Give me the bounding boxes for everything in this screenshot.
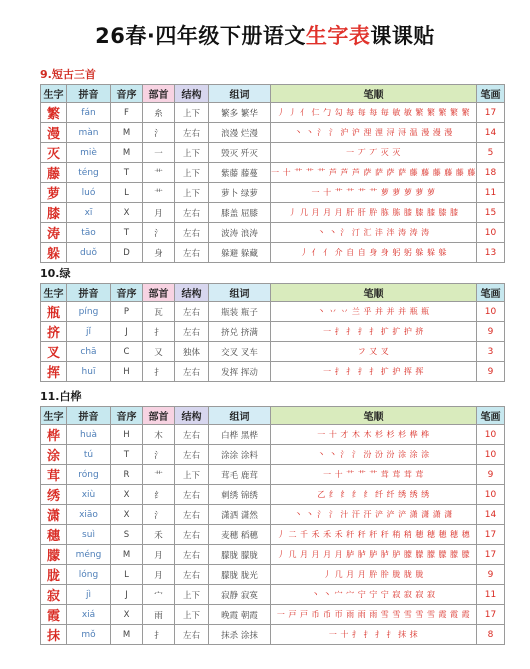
- cell-character: 寂: [41, 585, 67, 605]
- cell-character: 霞: [41, 605, 67, 625]
- cell-bishun: 一 十 扌 扌 扌 扌 抹 抹: [271, 625, 477, 645]
- cell-jiegou: 左右: [175, 123, 209, 143]
- header-bushou: 部首: [143, 85, 175, 103]
- cell-bishun: 一 十 艹 艹 艹 茸 茸 茸 茸: [271, 465, 477, 485]
- cell-yinxu: T: [111, 445, 143, 465]
- cell-bishun: 丿 几 月 月 月 肝 肝 肸 胨 胨 膝 膝 膝 膝 膝: [271, 203, 477, 223]
- cell-pinyin: téng: [67, 163, 111, 183]
- table-header-row: [41, 85, 505, 103]
- cell-yinxu: F: [111, 103, 143, 123]
- cell-zuci: 毁灭 歼灭: [209, 143, 271, 163]
- header-jiegou: 结构: [175, 407, 209, 425]
- cell-bushou: 糸: [143, 103, 175, 123]
- cell-yinxu: M: [111, 143, 143, 163]
- table-row: [41, 103, 505, 123]
- cell-bihua: 10: [477, 425, 505, 445]
- cell-bihua: 5: [477, 143, 505, 163]
- cell-bishun: 丶 丶 宀 宀 宁 宁 宁 寂 寂 寂 寂: [271, 585, 477, 605]
- cell-zuci: 膝盖 屈膝: [209, 203, 271, 223]
- cell-zuci: 交叉 叉车: [209, 342, 271, 362]
- table-row: [41, 123, 505, 143]
- cell-character: 涂: [41, 445, 67, 465]
- cell-yinxu: J: [111, 322, 143, 342]
- cell-bushou: 氵: [143, 505, 175, 525]
- cell-bihua: 15: [477, 203, 505, 223]
- cell-bihua: 8: [477, 625, 505, 645]
- page-title-main: 26春·四年级下册语文: [95, 24, 306, 48]
- cell-pinyin: jì: [67, 585, 111, 605]
- cell-pinyin: xiāo: [67, 505, 111, 525]
- cell-bihua: 17: [477, 545, 505, 565]
- cell-pinyin: fán: [67, 103, 111, 123]
- cell-bushou: 身: [143, 243, 175, 263]
- cell-pinyin: jǐ: [67, 322, 111, 342]
- cell-zuci: 瓶装 瓶子: [209, 302, 271, 322]
- cell-zuci: 波涛 浪涛: [209, 223, 271, 243]
- cell-jiegou: 左右: [175, 505, 209, 525]
- header-bushou: 部首: [143, 407, 175, 425]
- cell-bushou: 木: [143, 425, 175, 445]
- cell-bushou: 月: [143, 545, 175, 565]
- cell-jiegou: 左右: [175, 425, 209, 445]
- cell-pinyin: xiá: [67, 605, 111, 625]
- cell-bihua: 9: [477, 565, 505, 585]
- cell-jiegou: 左右: [175, 322, 209, 342]
- cell-jiegou: 左右: [175, 362, 209, 382]
- cell-jiegou: 左右: [175, 302, 209, 322]
- cell-yinxu: H: [111, 425, 143, 445]
- cell-jiegou: 左右: [175, 625, 209, 645]
- cell-yinxu: T: [111, 223, 143, 243]
- table-row: [41, 465, 505, 485]
- cell-yinxu: L: [111, 183, 143, 203]
- cell-character: 漫: [41, 123, 67, 143]
- header-jiegou: 结构: [175, 85, 209, 103]
- cell-zuci: 紫藤 藤蔓: [209, 163, 271, 183]
- cell-character: 挤: [41, 322, 67, 342]
- cell-bushou: 月: [143, 203, 175, 223]
- cell-character: 躲: [41, 243, 67, 263]
- cell-bishun: 一 十 艹 艹 艹 芦 芦 芦 萨 萨 萨 萨 藤 藤 藤 藤 藤 藤: [271, 163, 477, 183]
- cell-character: 瓶: [41, 302, 67, 322]
- header-bushou: 部首: [143, 284, 175, 302]
- cell-zuci: 发挥 挥动: [209, 362, 271, 382]
- cell-jiegou: 上下: [175, 465, 209, 485]
- cell-bihua: 14: [477, 505, 505, 525]
- cell-character: 繁: [41, 103, 67, 123]
- cell-bihua: 17: [477, 103, 505, 123]
- cell-zuci: 挤兑 挤满: [209, 322, 271, 342]
- cell-character: 涛: [41, 223, 67, 243]
- cell-bushou: 氵: [143, 223, 175, 243]
- cell-character: 胧: [41, 565, 67, 585]
- table-row: [41, 505, 505, 525]
- cell-zuci: 茸毛 鹿茸: [209, 465, 271, 485]
- cell-jiegou: 左右: [175, 203, 209, 223]
- header-bishun: 笔顺: [271, 85, 477, 103]
- table-row: [41, 143, 505, 163]
- page-title: [0, 20, 530, 50]
- table-row: [41, 243, 505, 263]
- cell-jiegou: 左右: [175, 485, 209, 505]
- cell-zuci: 萝卜 绿萝: [209, 183, 271, 203]
- cell-pinyin: màn: [67, 123, 111, 143]
- cell-character: 茸: [41, 465, 67, 485]
- cell-zuci: 刺绣 锦绣: [209, 485, 271, 505]
- cell-character: 叉: [41, 342, 67, 362]
- cell-yinxu: D: [111, 243, 143, 263]
- cell-character: 萝: [41, 183, 67, 203]
- header-zi: 生字: [41, 85, 67, 103]
- cell-bushou: 艹: [143, 465, 175, 485]
- header-jiegou: 结构: [175, 284, 209, 302]
- cell-yinxu: L: [111, 565, 143, 585]
- cell-bishun: フ 又 叉: [271, 342, 477, 362]
- cell-yinxu: P: [111, 302, 143, 322]
- table-row: [41, 605, 505, 625]
- cell-character: 藤: [41, 163, 67, 183]
- header-bihua: 笔画: [477, 407, 505, 425]
- cell-bushou: 宀: [143, 585, 175, 605]
- word-table-section-3: [40, 406, 505, 645]
- cell-yinxu: M: [111, 123, 143, 143]
- cell-pinyin: duǒ: [67, 243, 111, 263]
- cell-bushou: 雨: [143, 605, 175, 625]
- cell-zuci: 繁多 繁华: [209, 103, 271, 123]
- cell-character: 穗: [41, 525, 67, 545]
- cell-bushou: 艹: [143, 163, 175, 183]
- header-pinyin: 拼音: [67, 85, 111, 103]
- table-row: [41, 565, 505, 585]
- cell-character: 抹: [41, 625, 67, 645]
- cell-bushou: 艹: [143, 183, 175, 203]
- cell-yinxu: X: [111, 203, 143, 223]
- cell-pinyin: píng: [67, 302, 111, 322]
- cell-bishun: 丶 丶 氵 氵 汁 汗 汗 浐 浐 浐 潇 潇 潇 潇: [271, 505, 477, 525]
- cell-bushou: 纟: [143, 485, 175, 505]
- cell-jiegou: 左右: [175, 565, 209, 585]
- cell-yinxu: X: [111, 505, 143, 525]
- header-zi: 生字: [41, 407, 67, 425]
- cell-bihua: 17: [477, 605, 505, 625]
- cell-zuci: 寂静 寂寞: [209, 585, 271, 605]
- section-title-1: 9.短古三首: [40, 68, 96, 81]
- cell-yinxu: R: [111, 465, 143, 485]
- cell-bishun: 一 戸 戸 币 币 帀 雨 雨 雨 雪 雪 雪 雪 雪 霞 霞 霞: [271, 605, 477, 625]
- cell-jiegou: 上下: [175, 103, 209, 123]
- cell-zuci: 涂涂 涂料: [209, 445, 271, 465]
- cell-bihua: 9: [477, 362, 505, 382]
- cell-bushou: 禾: [143, 525, 175, 545]
- cell-bushou: 一: [143, 143, 175, 163]
- cell-pinyin: méng: [67, 545, 111, 565]
- table-row: [41, 183, 505, 203]
- cell-yinxu: C: [111, 342, 143, 362]
- table-row: [41, 585, 505, 605]
- cell-jiegou: 左右: [175, 223, 209, 243]
- header-yinxu: 音序: [111, 85, 143, 103]
- table-header-row: [41, 284, 505, 302]
- table-row: [41, 203, 505, 223]
- word-table-section-1: [40, 84, 505, 263]
- cell-character: 挥: [41, 362, 67, 382]
- table-row: [41, 445, 505, 465]
- table-row: [41, 342, 505, 362]
- table-row: [41, 302, 505, 322]
- cell-bishun: 丿 几 月 月 月 月 胪 胪 胪 胪 胪 朦 朦 朦 朦 朦 朦: [271, 545, 477, 565]
- cell-bishun: 丶 丶 氵 汀 汇 沣 泮 涛 涛 涛: [271, 223, 477, 243]
- cell-character: 灭: [41, 143, 67, 163]
- header-yinxu: 音序: [111, 407, 143, 425]
- cell-yinxu: J: [111, 585, 143, 605]
- cell-bihua: 14: [477, 123, 505, 143]
- cell-bihua: 9: [477, 322, 505, 342]
- cell-bishun: 丿 几 月 月 肸 肸 胧 胧 胧: [271, 565, 477, 585]
- cell-bihua: 18: [477, 163, 505, 183]
- cell-bushou: 氵: [143, 445, 175, 465]
- table-header-row: [41, 407, 505, 425]
- cell-bihua: 11: [477, 585, 505, 605]
- table-row: [41, 525, 505, 545]
- cell-pinyin: huī: [67, 362, 111, 382]
- cell-bishun: 丿 二 千 禾 禾 禾 秆 秆 秆 秆 稍 稍 穂 穂 穂 穂 穗: [271, 525, 477, 545]
- cell-jiegou: 左右: [175, 445, 209, 465]
- cell-jiegou: 上下: [175, 585, 209, 605]
- cell-bishun: 丿 亻 亻 介 自 自 身 身 躬 躬 躲 躲 躲: [271, 243, 477, 263]
- header-bishun: 笔顺: [271, 407, 477, 425]
- table-row: [41, 485, 505, 505]
- cell-zuci: 朦胧 朦胧: [209, 545, 271, 565]
- header-yinxu: 音序: [111, 284, 143, 302]
- cell-bishun: 一 十 才 木 木 杉 杉 杉 桦 桦: [271, 425, 477, 445]
- cell-bushou: 又: [143, 342, 175, 362]
- cell-pinyin: xiù: [67, 485, 111, 505]
- cell-jiegou: 左右: [175, 243, 209, 263]
- cell-bushou: 扌: [143, 625, 175, 645]
- cell-yinxu: X: [111, 485, 143, 505]
- cell-pinyin: huà: [67, 425, 111, 445]
- cell-bushou: 扌: [143, 322, 175, 342]
- cell-jiegou: 上下: [175, 143, 209, 163]
- cell-bishun: 丶 丷 丷 兰 乎 并 并 并 瓶 瓶: [271, 302, 477, 322]
- cell-character: 绣: [41, 485, 67, 505]
- cell-jiegou: 独体: [175, 342, 209, 362]
- cell-character: 潇: [41, 505, 67, 525]
- cell-yinxu: X: [111, 605, 143, 625]
- cell-jiegou: 左右: [175, 545, 209, 565]
- word-table-section-2: [40, 283, 505, 382]
- header-bishun: 笔顺: [271, 284, 477, 302]
- cell-bihua: 10: [477, 485, 505, 505]
- cell-zuci: 麦穗 稻穗: [209, 525, 271, 545]
- table-row: [41, 425, 505, 445]
- cell-zuci: 白桦 黑桦: [209, 425, 271, 445]
- cell-pinyin: lóng: [67, 565, 111, 585]
- cell-bihua: 10: [477, 302, 505, 322]
- cell-pinyin: luó: [67, 183, 111, 203]
- cell-jiegou: 左右: [175, 525, 209, 545]
- cell-bishun: 丶 丶 氵 氵 沪 沪 浬 浬 浔 浔 温 漫 漫 漫: [271, 123, 477, 143]
- cell-yinxu: S: [111, 525, 143, 545]
- cell-bishun: 丿 丿 亻 仁 勹 勾 每 每 每 毎 敏 敏 繁 繁 繁 繁 繁: [271, 103, 477, 123]
- cell-pinyin: suì: [67, 525, 111, 545]
- cell-bishun: 丶 丶 氵 氵 汾 汾 汾 涂 涂 涂: [271, 445, 477, 465]
- table-row: [41, 223, 505, 243]
- cell-bihua: 9: [477, 465, 505, 485]
- cell-bishun: 一 十 艹 艹 艹 艹 萝 萝 萝 萝 萝: [271, 183, 477, 203]
- cell-bushou: 扌: [143, 362, 175, 382]
- section-title-3: 11.白桦: [40, 390, 82, 403]
- cell-yinxu: M: [111, 625, 143, 645]
- cell-zuci: 晚霞 朝霞: [209, 605, 271, 625]
- cell-bishun: 一 扌 扌 扌 扌 扩 护 挥 挥: [271, 362, 477, 382]
- header-zuci: 组词: [209, 284, 271, 302]
- header-zuci: 组词: [209, 407, 271, 425]
- cell-pinyin: mǒ: [67, 625, 111, 645]
- cell-bishun: 一 丆 丆 灭 灭: [271, 143, 477, 163]
- cell-bihua: 10: [477, 445, 505, 465]
- cell-bihua: 11: [477, 183, 505, 203]
- table-row: [41, 625, 505, 645]
- cell-pinyin: miè: [67, 143, 111, 163]
- cell-bishun: 一 扌 扌 扌 扌 扩 扩 护 挤: [271, 322, 477, 342]
- cell-bushou: 氵: [143, 123, 175, 143]
- cell-zuci: 抹杀 涂抹: [209, 625, 271, 645]
- cell-bishun: 乙 纟 纟 纟 纟 纤 纤 绣 绣 绣: [271, 485, 477, 505]
- header-pinyin: 拼音: [67, 284, 111, 302]
- header-zi: 生字: [41, 284, 67, 302]
- cell-bihua: 17: [477, 525, 505, 545]
- header-bihua: 笔画: [477, 284, 505, 302]
- cell-zuci: 潇洒 潇然: [209, 505, 271, 525]
- cell-jiegou: 上下: [175, 605, 209, 625]
- cell-pinyin: tāo: [67, 223, 111, 243]
- cell-jiegou: 上下: [175, 183, 209, 203]
- header-pinyin: 拼音: [67, 407, 111, 425]
- cell-bihua: 3: [477, 342, 505, 362]
- cell-bihua: 10: [477, 223, 505, 243]
- cell-character: 膝: [41, 203, 67, 223]
- header-bihua: 笔画: [477, 85, 505, 103]
- cell-bihua: 13: [477, 243, 505, 263]
- cell-yinxu: H: [111, 362, 143, 382]
- cell-yinxu: M: [111, 545, 143, 565]
- cell-pinyin: xī: [67, 203, 111, 223]
- cell-pinyin: tú: [67, 445, 111, 465]
- table-row: [41, 545, 505, 565]
- cell-zuci: 浪漫 烂漫: [209, 123, 271, 143]
- cell-pinyin: róng: [67, 465, 111, 485]
- cell-character: 桦: [41, 425, 67, 445]
- page-title-highlight: 生字表: [305, 24, 371, 48]
- section-title-2: 10.绿: [40, 267, 71, 280]
- cell-yinxu: T: [111, 163, 143, 183]
- cell-zuci: 躲避 躲藏: [209, 243, 271, 263]
- cell-bushou: 瓦: [143, 302, 175, 322]
- cell-character: 朦: [41, 545, 67, 565]
- table-row: [41, 163, 505, 183]
- page-title-tail: 课课贴: [370, 24, 435, 48]
- cell-pinyin: chā: [67, 342, 111, 362]
- table-row: [41, 322, 505, 342]
- cell-bushou: 月: [143, 565, 175, 585]
- cell-zuci: 朦胧 胧光: [209, 565, 271, 585]
- table-row: [41, 362, 505, 382]
- header-zuci: 组词: [209, 85, 271, 103]
- cell-jiegou: 上下: [175, 163, 209, 183]
